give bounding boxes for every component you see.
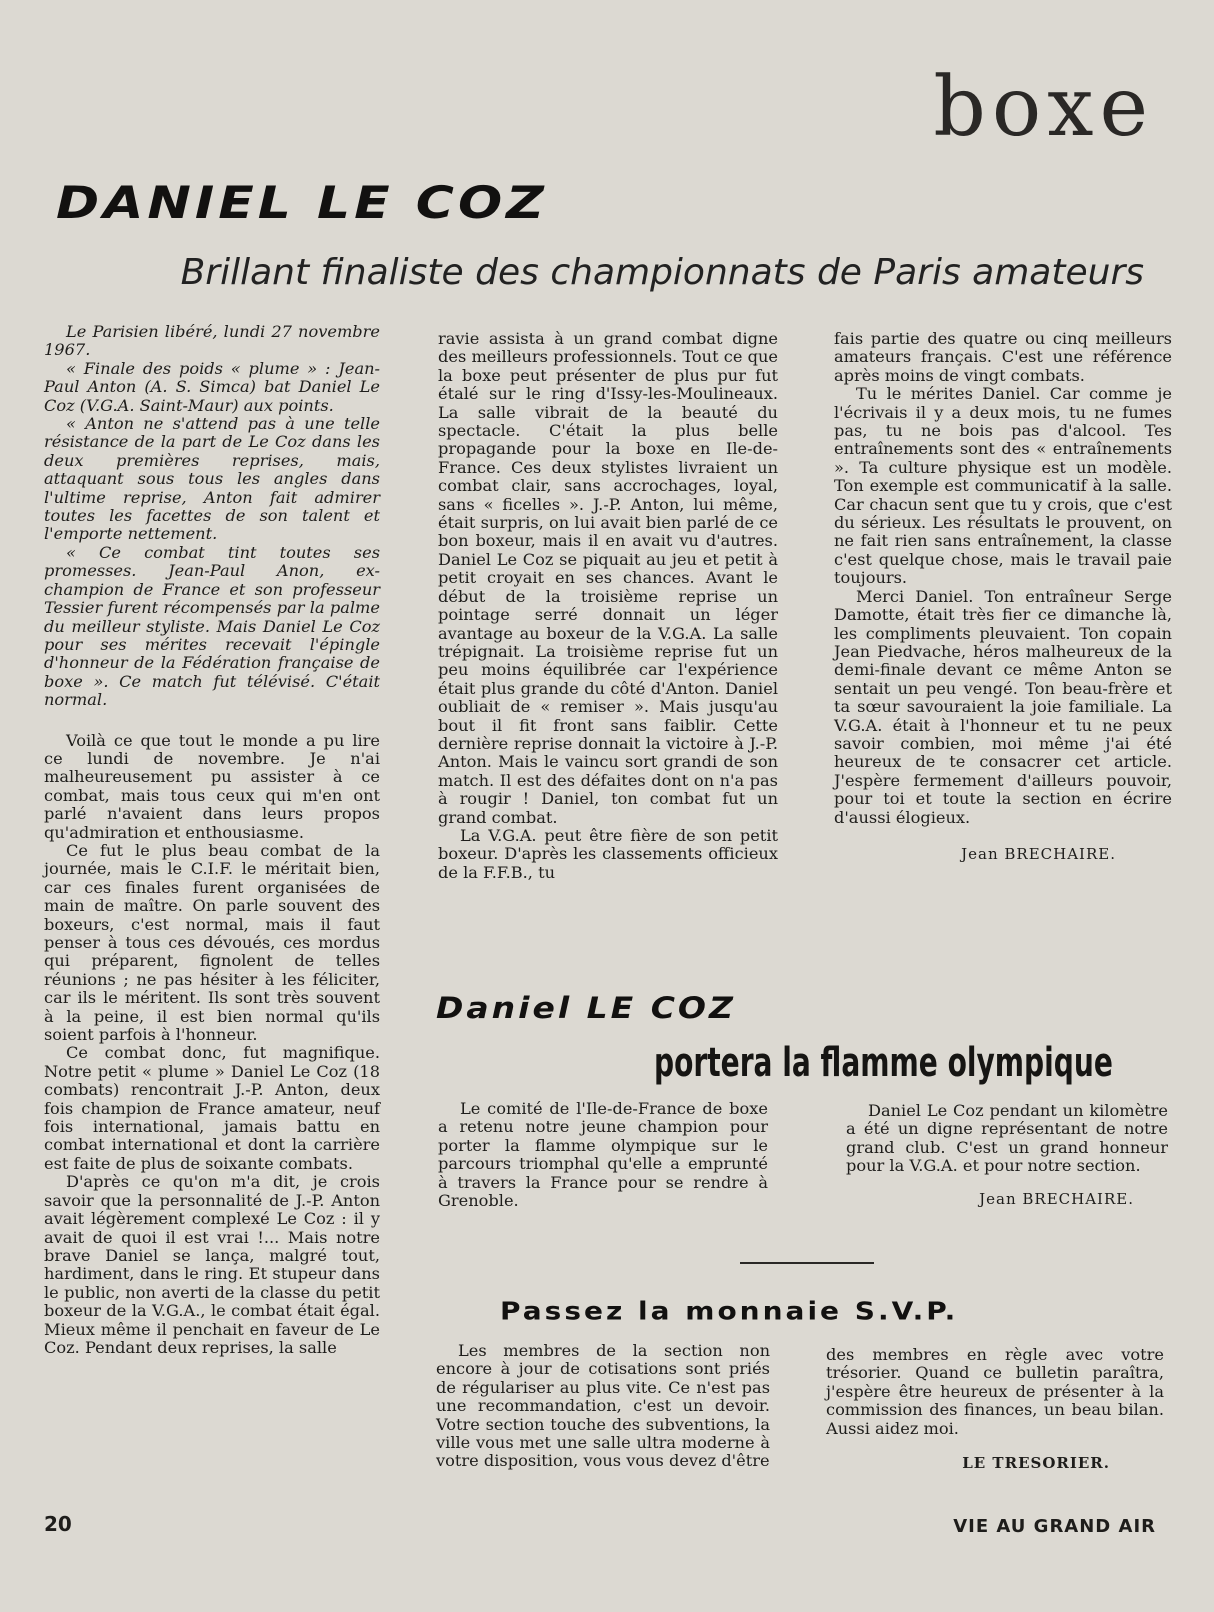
article2-title: Daniel LE COZ [436,990,736,1026]
page-number: 20 [44,1512,72,1536]
paragraph: Le comité de l'Ile-de-France de boxe a retenu notre jeune champion pour porter la flamme olympique sur le parcours triomphal qu'elle a emprunté à travers la France pour se rendre à Grenoble. [438,1099,768,1211]
article-column-1 [44,323,380,1357]
divider [740,1262,874,1264]
paragraph: Le Parisien libéré, lundi 27 novembre 1967. [44,322,380,360]
article-title: DANIEL LE COZ [56,178,548,229]
paragraph: Daniel Le Coz pendant un kilomètre a été un digne représentant de notre grand club. C'est un grand honneur pour la V.G.A. et pour notre section. [846,1101,1168,1176]
article2-column-1 [438,1100,768,1210]
article2-subtitle: portera la flamme olympique [654,1040,1113,1086]
article-column-2 [438,330,778,882]
magazine-name: VIE AU GRAND AIR [953,1516,1156,1537]
paragraph: ravie assista à un grand combat digne des meilleurs professionnels. Tout ce que la boxe peut présenter de plus pur fut étalé sur le ring d'Issy-les-Moulineaux. La salle vibrait de la beauté du spectacle. C'était la plus belle propagande pour la boxe en Ile-de-France. Ces deux stylistes livraient un combat clair, sans accrochages, loyal, sans « ficelles ». J.-P. Anton, lui même, était surpris, on lui avait bien parlé de ce bon boxeur, mais il en avait vu d'autres. Daniel Le Coz se piquait au jeu et petit à petit croyait en ses chances. Avant le début de la troisième reprise un pointage serré donnait un léger avantage au boxeur de la V.G.A. La salle trépignait. La troisième reprise fut un peu moins équilibrée car l'expérience était plus grande du côté d'Anton. Daniel oubliait de « remiser ». Mais jusqu'au bout il fit front sans faiblir. Cette dernière reprise donnait la victoire à J.-P. Anton. Mais le vaincu sort grandi de son match. Il est des défaites dont on n'a pas à rougir ! Daniel, ton combat fut un grand combat. [438,329,778,827]
article2-column-2 [846,1102,1168,1208]
author-signature: Jean BRECHAIRE. [961,844,1116,863]
paragraph: Les membres de la section non encore à jour de cotisations sont priés de régulariser au plus vite. Ce n'est pas une recommandation, c'est un devoir. Votre section touche des subventions, la ville vous met une salle ultra moderne à votre disposition, vous vous devez d'être [436,1341,770,1471]
article-column-3 [834,330,1172,863]
paragraph: Ce combat donc, fut magnifique. Notre petit « plume » Daniel Le Coz (18 combats) rencontrait J.-P. Anton, deux fois champion de France amateur, neuf fois international, jamais battu en combat international et dont la carrière est faite de plus de soixante combats. [44,1043,380,1173]
article-subtitle: Brillant finaliste des championnats de Paris amateurs [180,252,1144,293]
author-signature: Jean BRECHAIRE. [979,1189,1134,1208]
paragraph: « Finale des poids « plume » : Jean-Paul Anton (A. S. Simca) bat Daniel Le Coz (V.G.A. Saint-Maur) aux points. [44,358,380,415]
paragraph: La V.G.A. peut être fière de son petit boxeur. D'après les classements officieux de la F.F.B., tu [438,825,778,882]
paragraph: « Ce combat tint toutes ses promesses. Jean-Paul Anon, ex-champion de France et son professeur Tessier furent récompensés par la palme du meilleur styliste. Mais Daniel Le Coz pour ses mérites recevait l'épingle d'honneur de la Fédération française de boxe ». Ce match fut télévisé. C'était normal. [44,542,380,710]
paragraph: D'après ce qu'on m'a dit, je crois savoir que la personnalité de J.-P. Anton avait légèrement complexé Le Coz : il y avait de quoi il est vrai !... Mais notre brave Daniel se lança, malgré tout, hardiment, dans le ring. Et stupeur dans le public, non averti de la classe du petit boxeur de la V.G.A., le combat était égal. Mieux même il penchait en faveur de Le Coz. Pendant deux reprises, la salle [44,1172,380,1357]
paragraph: fais partie des quatre ou cinq meilleurs amateurs français. C'est une référence après moins de vingt combats. [834,329,1172,385]
author-signature: LE TRESORIER. [962,1454,1110,1473]
article3-column-2 [826,1346,1164,1472]
section-heading: boxe [933,60,1154,155]
paragraph: Voilà ce que tout le monde a pu lire ce lundi de novembre. Je n'ai malheureusement pu assister à ce combat, mais tous ceux qui m'en ont parlé n'avaient dans leurs propos qu'admiration et enthousiasme. [44,730,380,842]
paragraph: Tu le mérites Daniel. Car comme je l'écrivais il y a deux mois, tu ne fumes pas, tu ne bois pas d'alcool. Tes entraînements sont des « entraînements ». Ta culture physique est un modèle. Ton exemple est communicatif à la salle. Car chacun sent que tu y crois, que c'est du sérieux. Les résultats le prouvent, on ne fait rien sans entraînement, la classe c'est quelque chose, mais le travail paie toujours. [834,384,1172,588]
article3-title: Passez la monnaie S.V.P. [500,1296,959,1326]
paragraph: « Anton ne s'attend pas à une telle résistance de la part de Le Coz dans les deux premières reprises, mais, attaquant sous tous les angles dans l'ultime reprise, Anton fait admirer toutes les facettes de son talent et l'emporte nettement. [44,414,380,544]
paragraph: des membres en règle avec votre trésorier. Quand ce bulletin paraîtra, j'espère être heureux de présenter à la commission des finances, un beau bilan. Aussi aidez moi. [826,1345,1164,1438]
article3-column-1 [436,1342,770,1471]
paragraph: Ce fut le plus beau combat de la journée, mais le C.I.F. le méritait bien, car ces finales furent organisées de main de maître. On parle souvent des boxeurs, c'est normal, mais il faut penser à tous ces dévoués, ces mordus qui préparent, fignolent de telles réunions ; ne pas hésiter à les féliciter, car ils le méritent. Ils sont très souvent à la peine, il est bien normal qu'ils soient parfois à l'honneur. [44,840,380,1045]
paragraph: Merci Daniel. Ton entraîneur Serge Damotte, était très fier ce dimanche là, les compliments pleuvaient. Ton copain Jean Piedvache, héros malheureux de la demi-finale devant ce même Anton se sentait un peu vengé. Ton beau-frère et ta sœur savouraient la joie familiale. La V.G.A. était à l'honneur et tu ne peux savoir combien, moi même j'ai été heureux de te consacrer cet article. J'espère fermement d'ailleurs pouvoir, pour toi et toute la section en écrire d'aussi élogieux. [834,586,1172,827]
